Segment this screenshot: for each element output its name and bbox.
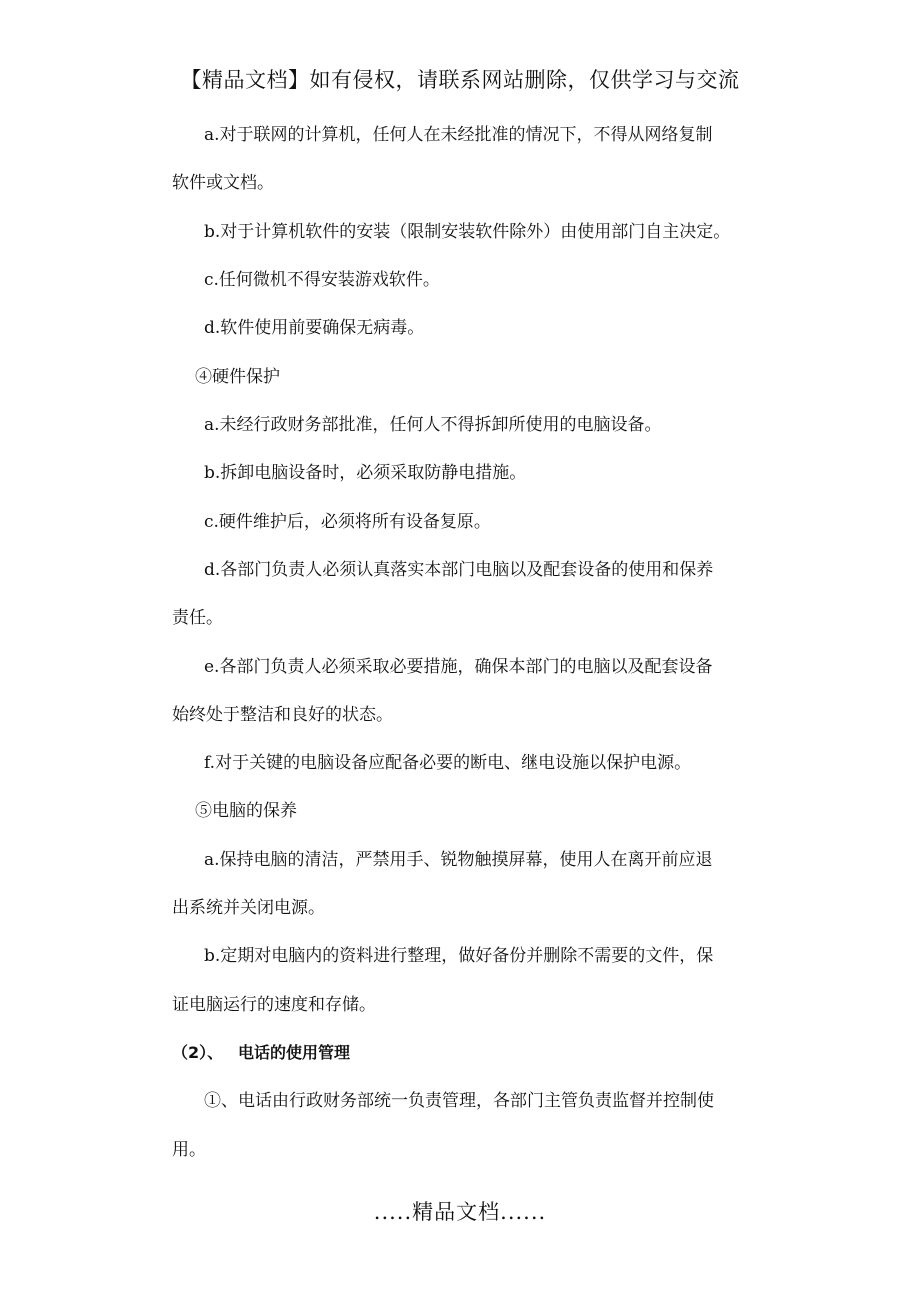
maintenance-rule-b-line2: 证电脑运行的速度和存储。 xyxy=(172,995,376,1015)
phone-rule-1-line2: 用。 xyxy=(172,1140,206,1160)
maintenance-heading: ⑤电脑的保养 xyxy=(195,801,297,821)
maintenance-rule-a-line1: a.保持电脑的清洁，严禁用手、锐物触摸屏幕，使用人在离开前应退 xyxy=(204,850,713,870)
software-rule-a-line2: 软件或文档。 xyxy=(172,173,274,193)
software-rule-c: c.任何微机不得安装游戏软件。 xyxy=(204,270,440,290)
hardware-rule-d-line2: 责任。 xyxy=(172,608,223,628)
software-rule-b: b.对于计算机软件的安装（限制安装软件除外）由使用部门自主决定。 xyxy=(204,222,731,242)
phone-section-number: （2）、 xyxy=(172,1043,224,1062)
maintenance-rule-b-line1: b.定期对电脑内的资料进行整理，做好备份并删除不需要的文件，保 xyxy=(204,946,714,966)
hardware-rule-d-line1: d.各部门负责人必须认真落实本部门电脑以及配套设备的使用和保养 xyxy=(204,560,714,580)
maintenance-rule-a-line2: 出系统并关闭电源。 xyxy=(172,898,325,918)
phone-section-title: 电话的使用管理 xyxy=(238,1043,351,1062)
hardware-rule-c: c.硬件维护后，必须将所有设备复原。 xyxy=(204,512,491,532)
hardware-heading: ④硬件保护 xyxy=(195,367,280,387)
hardware-rule-b: b.拆卸电脑设备时，必须采取防静电措施。 xyxy=(204,463,527,483)
document-header: 【精品文档】如有侵权，请联系网站删除，仅供学习与交流 xyxy=(180,68,740,92)
hardware-rule-a: a.未经行政财务部批准，任何人不得拆卸所使用的电脑设备。 xyxy=(204,415,662,435)
hardware-rule-f: f.对于关键的电脑设备应配备必要的断电、继电设施以保护电源。 xyxy=(204,753,692,773)
document-footer: .....精品文档...... xyxy=(373,1200,547,1224)
hardware-rule-e-line1: e.各部门负责人必须采取必要措施，确保本部门的电脑以及配套设备 xyxy=(204,657,713,677)
phone-rule-1-line1: ①、电话由行政财务部统一负责管理，各部门主管负责监督并控制使 xyxy=(204,1091,714,1111)
software-rule-d: d.软件使用前要确保无病毒。 xyxy=(204,318,425,338)
hardware-rule-e-line2: 始终处于整洁和良好的状态。 xyxy=(172,705,393,725)
software-rule-a-line1: a.对于联网的计算机，任何人在未经批准的情况下，不得从网络复制 xyxy=(204,125,713,145)
